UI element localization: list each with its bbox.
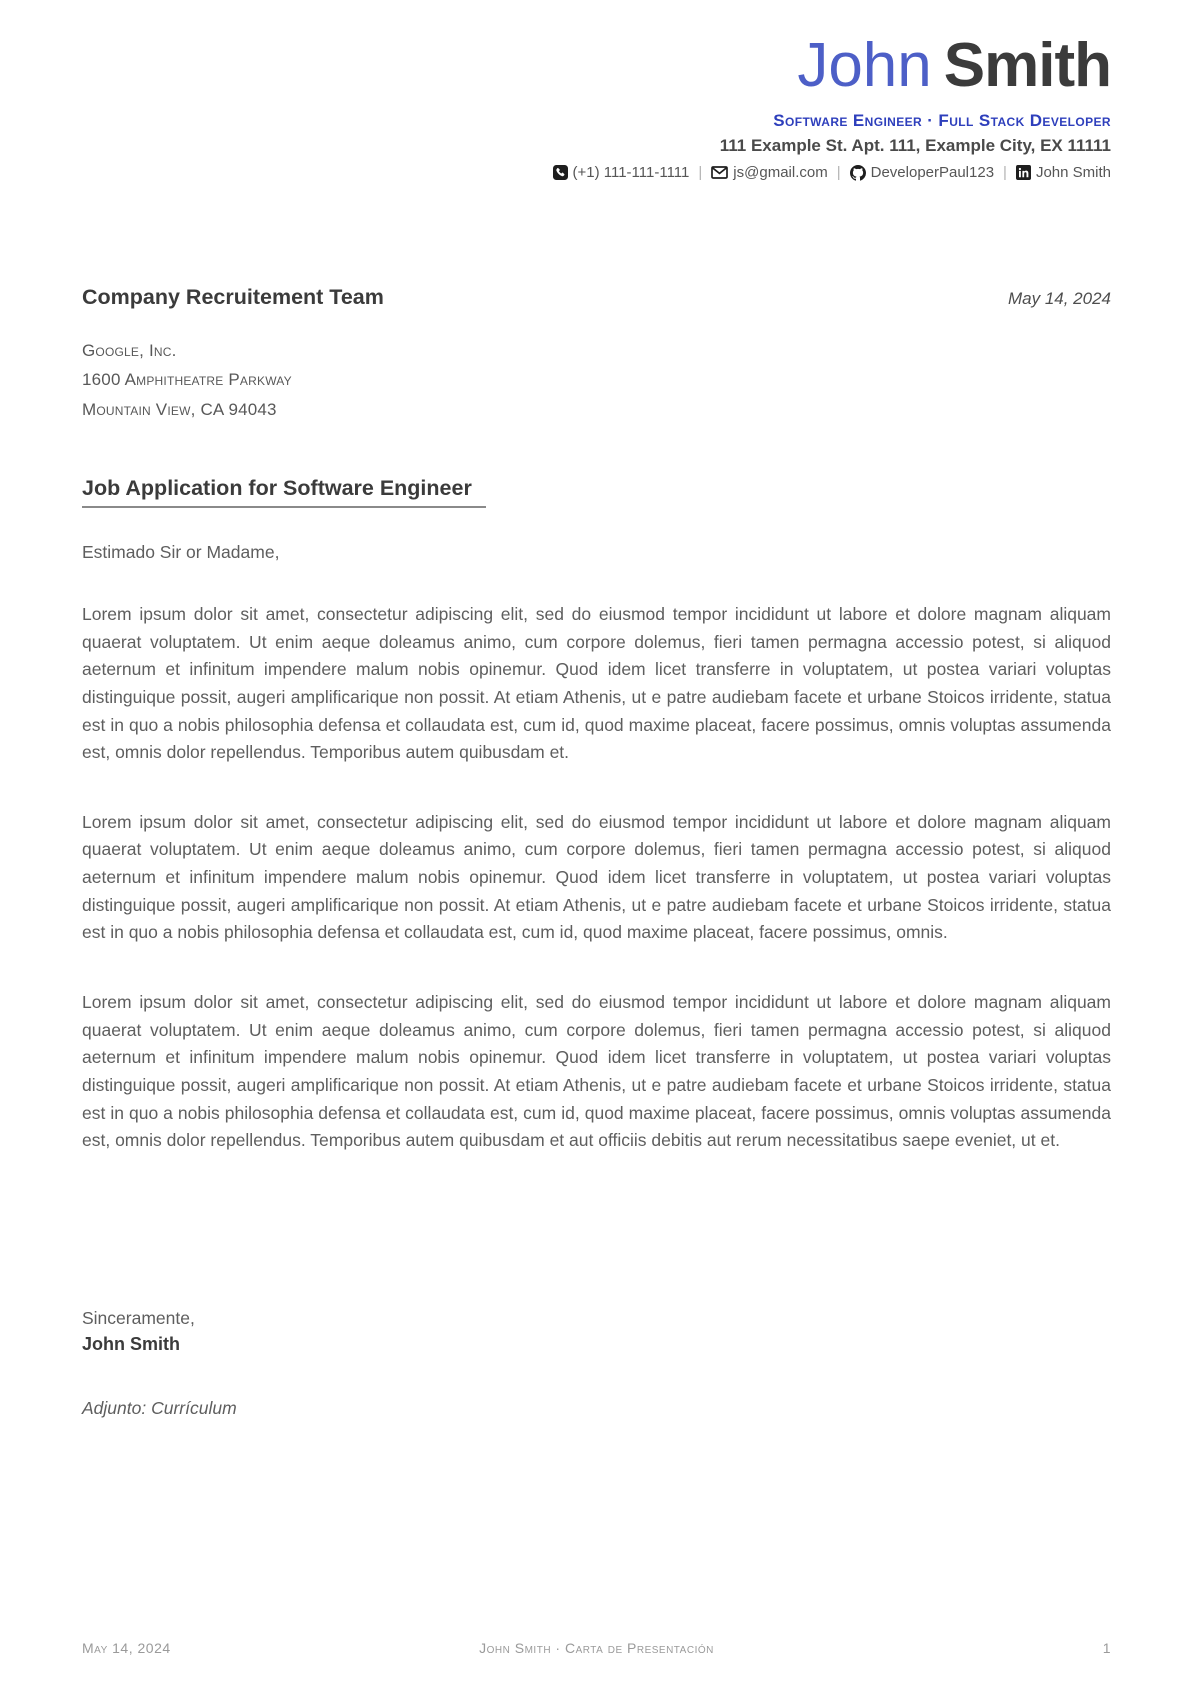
signature-name: John Smith [82, 1334, 180, 1355]
footer-date: May 14, 2024 [82, 1640, 171, 1656]
linkedin-icon [1016, 165, 1031, 180]
github-username: DeveloperPaul123 [870, 164, 995, 182]
linkedin-contact[interactable] [1016, 164, 1111, 181]
full-name [82, 31, 1111, 100]
footer-title: John Smith · Carta de Presentación [479, 1640, 714, 1656]
contact-separator: | [836, 164, 841, 182]
phone-icon [553, 165, 568, 180]
closing-block [82, 1305, 1111, 1419]
github-contact[interactable] [850, 164, 994, 181]
github-icon [850, 165, 866, 181]
subject-wrap [82, 476, 1111, 508]
recipient-row [82, 285, 1111, 310]
email-icon [711, 166, 728, 179]
company-address-line-1: 1600 Amphitheatre Parkway [82, 370, 292, 390]
company-name: Google, Inc. [82, 341, 177, 361]
page-footer [82, 1640, 1111, 1656]
letter-body [82, 601, 1111, 1155]
letter-header [82, 0, 1111, 181]
recipient-name: Company Recruitement Team [82, 285, 384, 310]
first-name: John [797, 31, 932, 100]
contact-line [82, 164, 1111, 181]
email-contact[interactable] [711, 164, 827, 181]
letter-date: May 14, 2024 [1007, 289, 1111, 309]
salutation: Estimado Sir or Madame, [82, 541, 280, 562]
position-line: Software Engineer · Full Stack Developer [773, 111, 1111, 131]
paragraph-2: Lorem ipsum dolor sit amet, consectetur adipiscing elit, sed do eiusmod tempor incididunt ut labore et dolore magnam aliquam quaerat voluptatem. Ut enim aeque doleamus animo, cum corpore dolemus, fieri tamen permagna accessio potest, si aliquod aeternum et infinitum impendere malum nobis opinemur. Quod idem licet transferre in voluptatem, ut postea variari voluptas distinguique possit, augeri amplificarique non possit. At etiam Athenis, ut e patre audiebam facete et urbane Stoicos irridente, statua est in quo a nobis philosophia defensa et collaudata est, cum id, quod maxime placeat, facere possimus, omnis. [82, 811, 1111, 943]
company-address-line-2: Mountain View, CA 94043 [82, 399, 277, 419]
contact-separator: | [698, 164, 703, 182]
paragraph-3: Lorem ipsum dolor sit amet, consectetur adipiscing elit, sed do eiusmod tempor incididunt ut labore et dolore magnam aliquam quaerat voluptatem. Ut enim aeque doleamus animo, cum corpore dolemus, fieri tamen permagna accessio potest, si aliquod aeternum et infinitum impendere malum nobis opinemur. Quod idem licet transferre in voluptatem, ut postea variari voluptas distinguique possit, augeri amplificarique non possit. At etiam Athenis, ut e patre audiebam facete et urbane Stoicos irridente, statua est in quo a nobis philosophia defensa et collaudata est, cum id, quod maxime placeat, facere possimus, omnis voluptas assumenda est, omnis dolor repellendus. Temporibus autem quibusdam et aut officiis debitis aut rerum necessitatibus saepe eveniet, ut et. [82, 991, 1111, 1151]
paragraph-1: Lorem ipsum dolor sit amet, consectetur adipiscing elit, sed do eiusmod tempor incididunt ut labore et dolore magnam aliquam quaerat voluptatem. Ut enim aeque doleamus animo, cum corpore dolemus, fieri tamen permagna accessio potest, si aliquod aeternum et infinitum impendere malum nobis opinemur. Quod idem licet transferre in voluptatem, ut postea variari voluptas distinguique possit, augeri amplificarique non possit. At etiam Athenis, ut e patre audiebam facete et urbane Stoicos irridente, statua est in quo a nobis philosophia defensa et collaudata est, cum id, quod maxime placeat, facere possimus, omnis voluptas assumenda est, omnis dolor repellendus. Temporibus autem quibusdam et. [82, 603, 1111, 763]
closing-phrase: Sinceramente, [82, 1307, 195, 1328]
company-address-block [82, 336, 1111, 424]
email-address: js@gmail.com [733, 164, 828, 182]
footer-page-number: 1 [1102, 1640, 1111, 1656]
phone-number: (+1) 111-111-1111 [572, 164, 690, 182]
contact-separator: | [1003, 164, 1007, 182]
enclosure-note: Adjunto: Currículum [82, 1398, 237, 1419]
linkedin-name: John Smith [1035, 164, 1111, 182]
letter-subject: Job Application for Software Engineer [82, 476, 486, 508]
last-name: Smith [943, 31, 1111, 100]
phone-contact[interactable] [553, 164, 690, 181]
address-line: 111 Example St. Apt. 111, Example City, EX 11111 [719, 136, 1111, 156]
